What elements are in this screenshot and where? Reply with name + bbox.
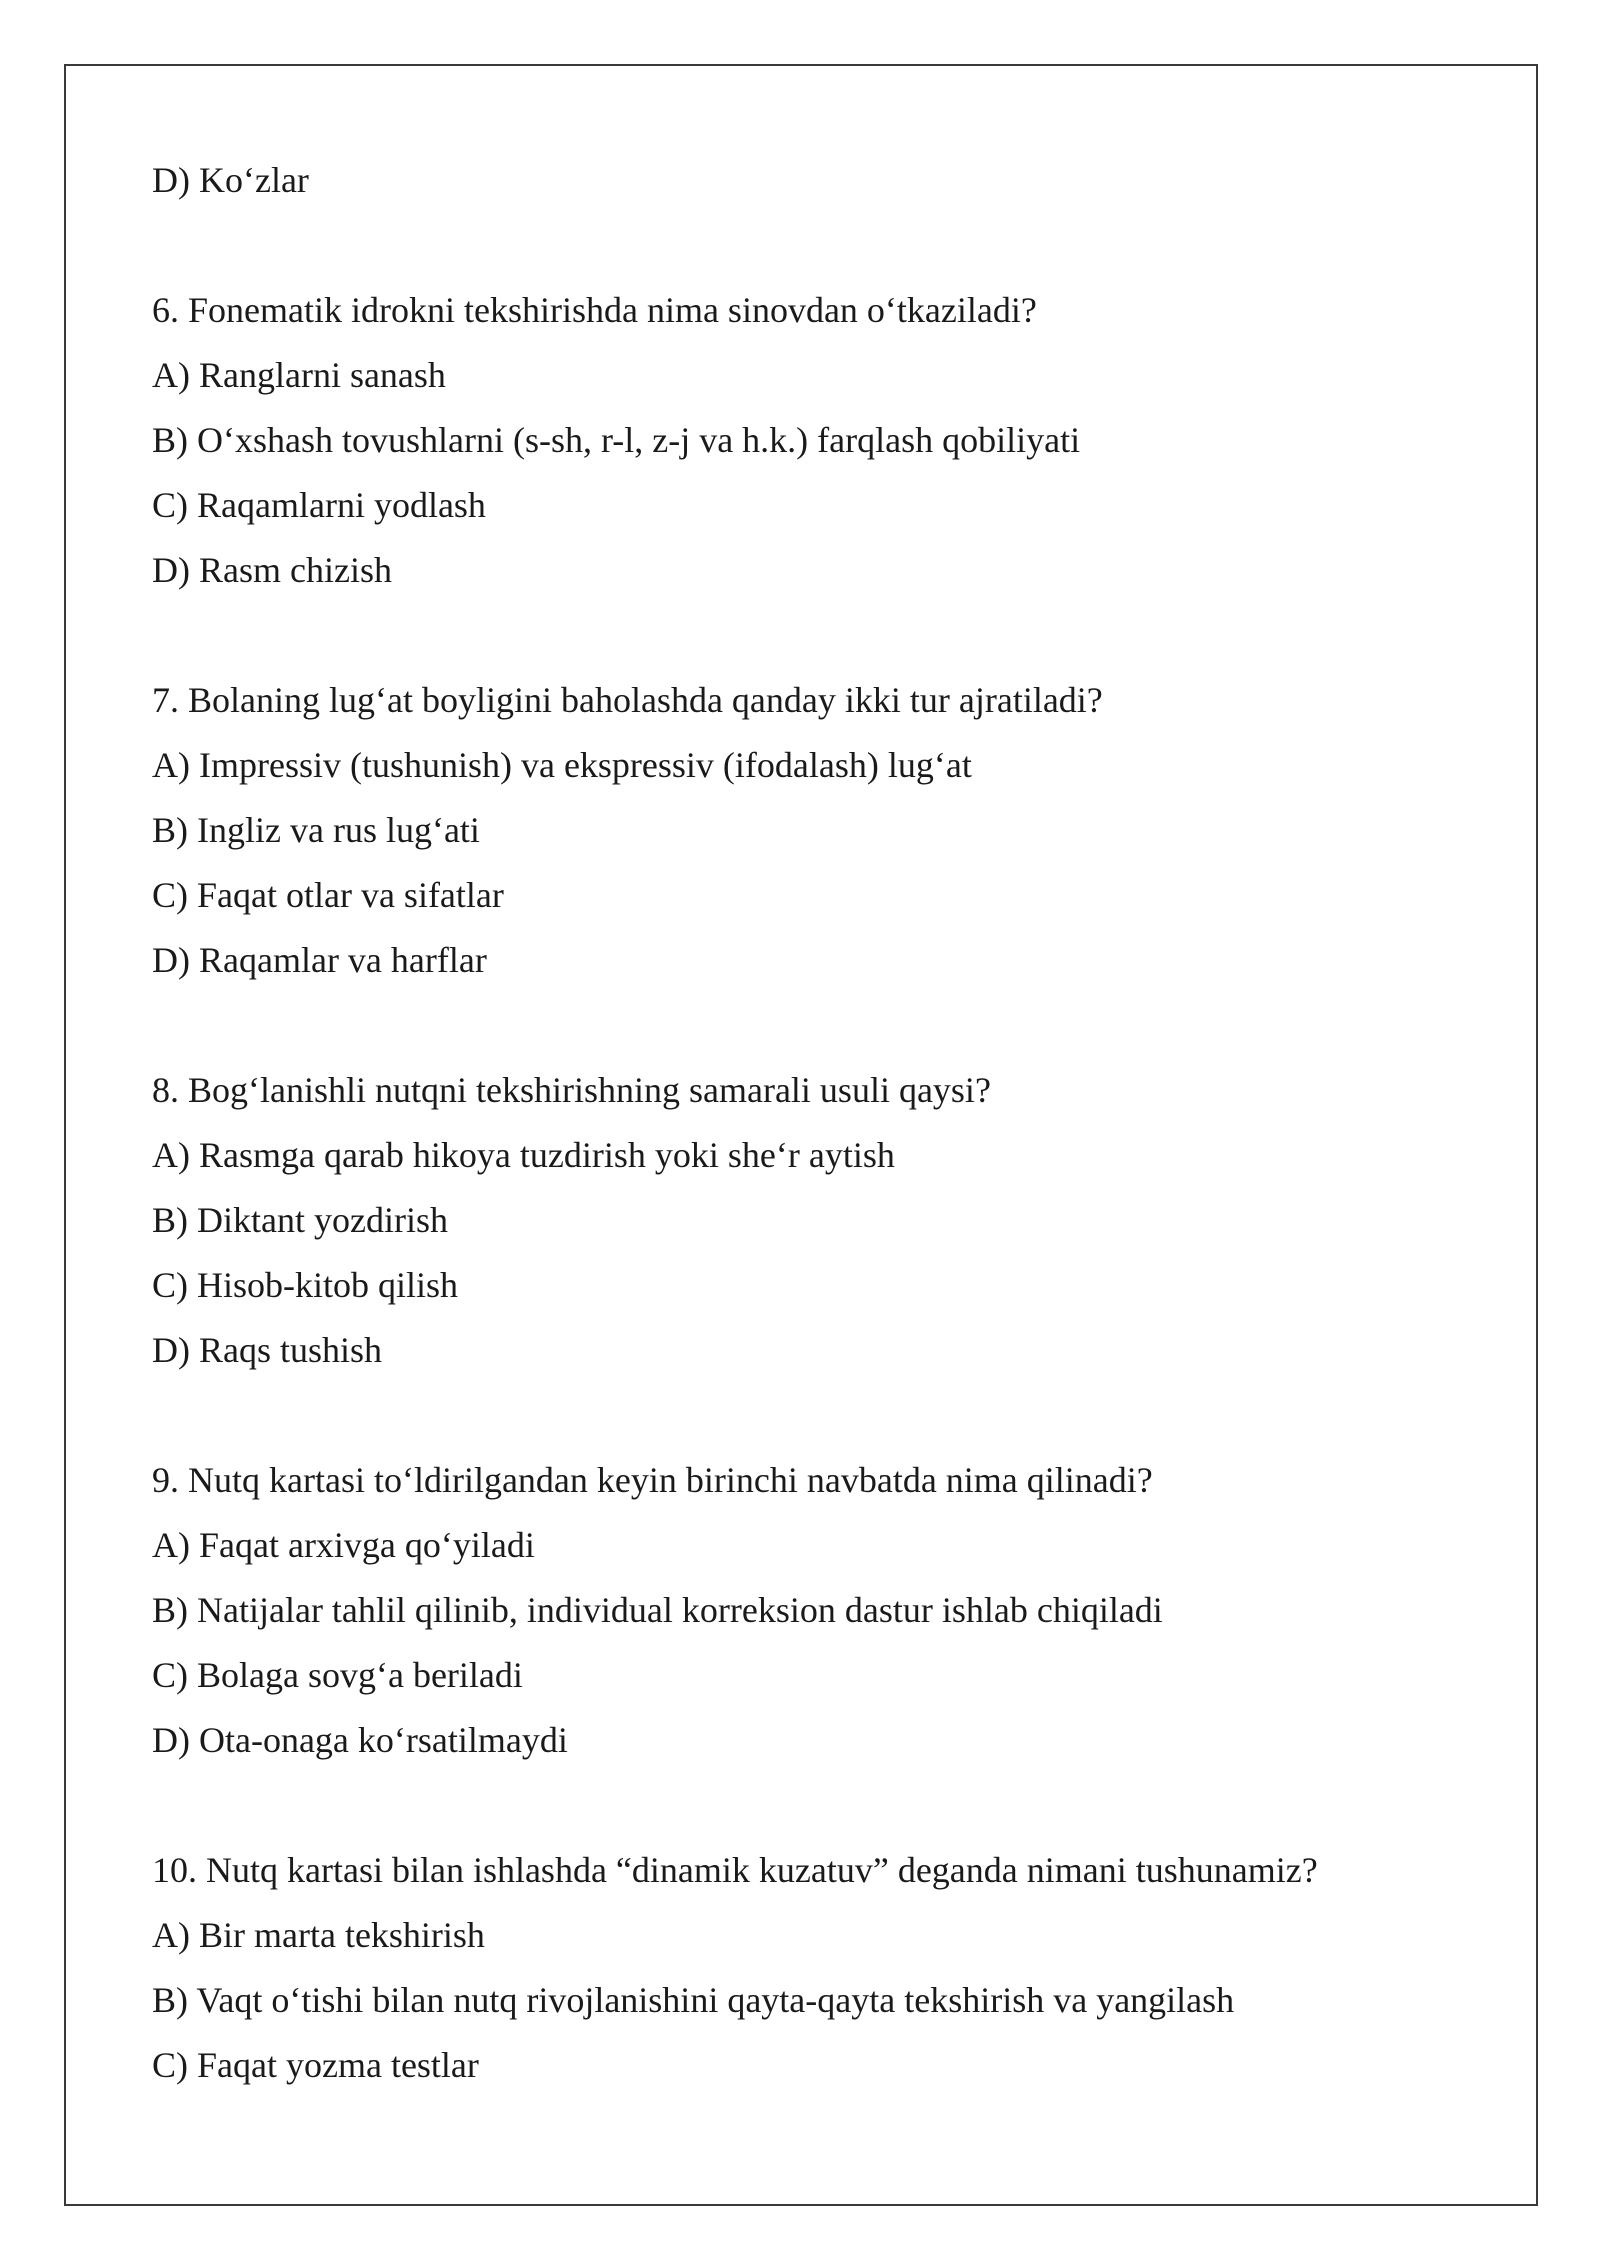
option-10-c: C) Faqat yozma testlar [152, 2045, 479, 2085]
option-8-b: B) Diktant yozdirish [152, 1200, 448, 1240]
spacer [152, 1773, 1482, 1838]
option-6-c: C) Raqamlarni yodlash [152, 485, 486, 525]
question-block-6 [152, 278, 1482, 603]
option-5-d: D) Koʻzlar [152, 160, 309, 200]
option-10-b: B) Vaqt oʻtishi bilan nutq rivojlanishini qayta-qayta tekshirish va yangilash [152, 1980, 1235, 2020]
question-9-text: 9. Nutq kartasi toʻldirilgandan keyin birinchi navbatda nima qilinadi? [152, 1460, 1153, 1500]
option-9-c: C) Bolaga sovgʻa beriladi [152, 1655, 523, 1695]
spacer [152, 603, 1482, 668]
option-7-b: B) Ingliz va rus lugʻati [152, 810, 480, 850]
question-7-text: 7. Bolaning lugʻat boyligini baholashda qanday ikki tur ajratiladi? [152, 680, 1103, 720]
question-10-text: 10. Nutq kartasi bilan ishlashda “dinamik kuzatuv” deganda nimani tushunamiz? [152, 1850, 1318, 1890]
question-block-9 [152, 1448, 1482, 1773]
spacer [152, 1383, 1482, 1448]
option-8-d: D) Raqs tushish [152, 1330, 383, 1370]
question-8-text: 8. Bogʻlanishli nutqni tekshirishning samarali usuli qaysi? [152, 1070, 991, 1110]
question-6-text: 6. Fonematik idrokni tekshirishda nima sinovdan oʻtkaziladi? [152, 290, 1037, 330]
question-block-7 [152, 668, 1482, 993]
spacer [152, 993, 1482, 1058]
option-7-a: A) Impressiv (tushunish) va ekspressiv (ifodalash) lugʻat [152, 745, 972, 785]
option-8-c: C) Hisob-kitob qilish [152, 1265, 459, 1305]
option-7-c: C) Faqat otlar va sifatlar [152, 875, 504, 915]
question-block-10 [152, 1838, 1482, 2098]
option-9-d: D) Ota-onaga koʻrsatilmaydi [152, 1720, 568, 1760]
document-body [152, 148, 1482, 2098]
spacer [152, 213, 1482, 278]
option-8-a: A) Rasmga qarab hikoya tuzdirish yoki sheʻr aytish [152, 1135, 895, 1175]
option-10-a: A) Bir marta tekshirish [152, 1915, 485, 1955]
option-7-d: D) Raqamlar va harflar [152, 940, 487, 980]
option-6-a: A) Ranglarni sanash [152, 355, 446, 395]
option-9-a: A) Faqat arxivga qoʻyiladi [152, 1525, 535, 1565]
option-9-b: B) Natijalar tahlil qilinib, individual korreksion dastur ishlab chiqiladi [152, 1590, 1163, 1630]
option-6-b: B) Oʻxshash tovushlarni (s-sh, r-l, z-j va h.k.) farqlash qobiliyati [152, 420, 1081, 460]
question-block-8 [152, 1058, 1482, 1383]
option-6-d: D) Rasm chizish [152, 550, 392, 590]
